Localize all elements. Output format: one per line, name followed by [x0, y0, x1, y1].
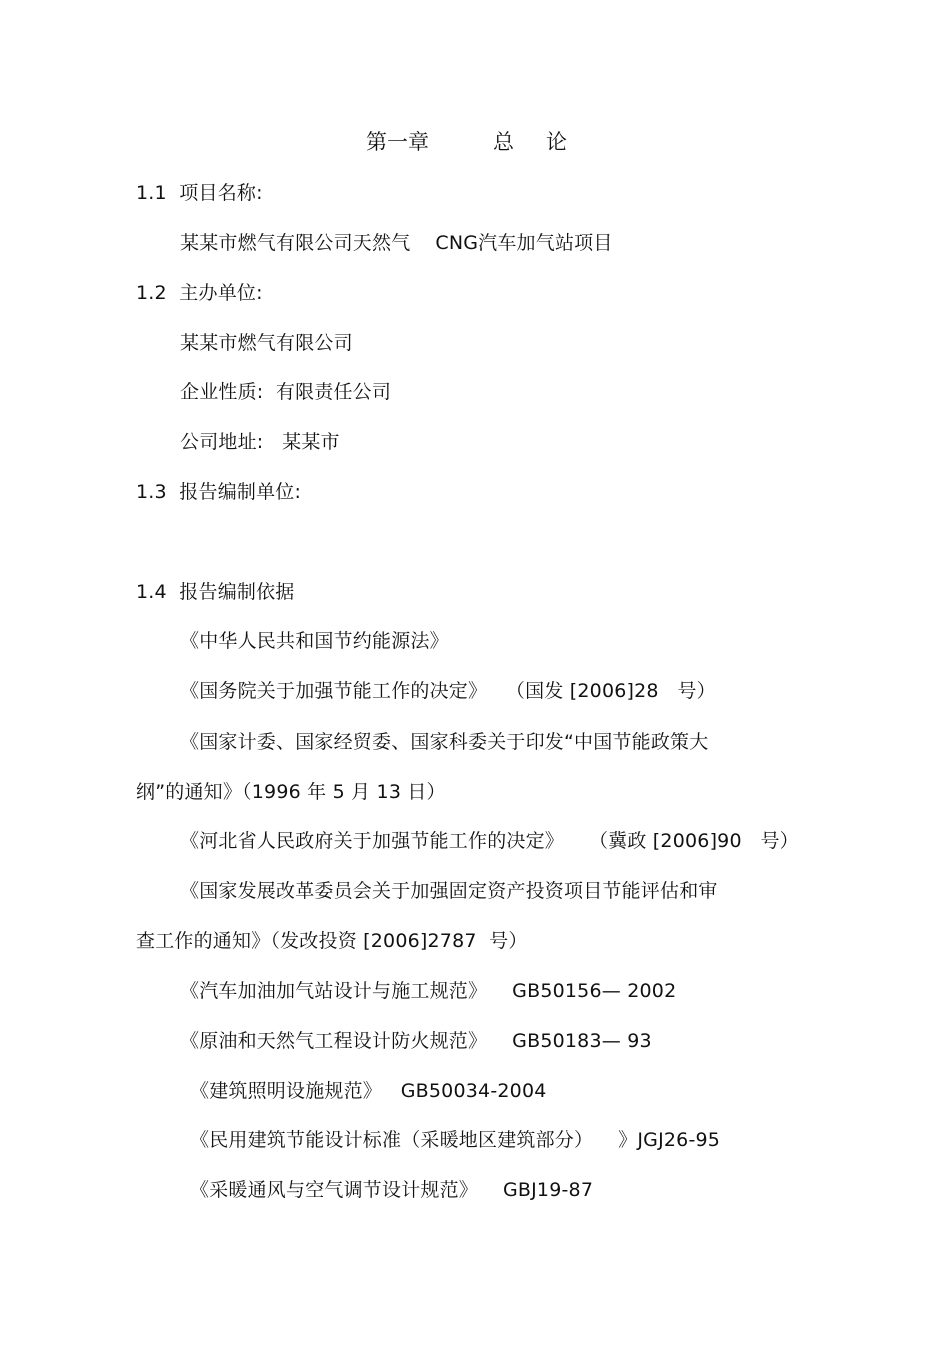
basis-item: 《河北省人民政府关于加强节能工作的决定》 （冀政 [2006]90 号）	[180, 830, 799, 852]
chapter-label: 第一章	[366, 130, 429, 154]
company-address: 公司地址: 某某市	[180, 431, 340, 453]
basis-item: 《汽车加油加气站设计与施工规范》 GB50156— 2002	[180, 980, 677, 1002]
basis-item: 《国家计委、国家经贸委、国家科委关于印发“中国节能政策大	[180, 731, 709, 753]
basis-item-continuation: 纲”的通知》（1996 年 5 月 13 日）	[136, 781, 446, 803]
basis-item: 《建筑照明设施规范》 GB50034-2004	[190, 1080, 547, 1102]
basis-item: 《采暖通风与空气调节设计规范》 GBJ19-87	[190, 1179, 594, 1201]
basis-item-continuation: 查工作的通知》（发改投资 [2006]2787 号）	[136, 930, 528, 952]
basis-item: 《原油和天然气工程设计防火规范》 GB50183— 93	[180, 1030, 652, 1052]
project-name: 某某市燃气有限公司天然气 CNG汽车加气站项目	[180, 232, 613, 254]
chapter-title-part-2: 论	[546, 130, 567, 154]
chapter-title-part-1: 总	[493, 130, 514, 154]
basis-item: 《民用建筑节能设计标准（采暖地区建筑部分） 》JGJ26-95	[190, 1129, 721, 1151]
sponsor-company: 某某市燃气有限公司	[180, 332, 353, 354]
basis-item: 《国务院关于加强节能工作的决定》 （国发 [2006]28 号）	[180, 680, 716, 702]
basis-item: 《中华人民共和国节约能源法》	[180, 630, 449, 652]
section-1-4-heading: 1.4 报告编制依据	[136, 581, 295, 603]
section-1-3-heading: 1.3 报告编制单位:	[136, 481, 302, 503]
basis-item: 《国家发展改革委员会关于加强固定资产投资项目节能评估和审	[180, 880, 718, 902]
enterprise-nature: 企业性质: 有限责任公司	[180, 381, 392, 403]
section-1-1-heading: 1.1 项目名称:	[136, 182, 263, 204]
section-1-2-heading: 1.2 主办单位:	[136, 282, 263, 304]
